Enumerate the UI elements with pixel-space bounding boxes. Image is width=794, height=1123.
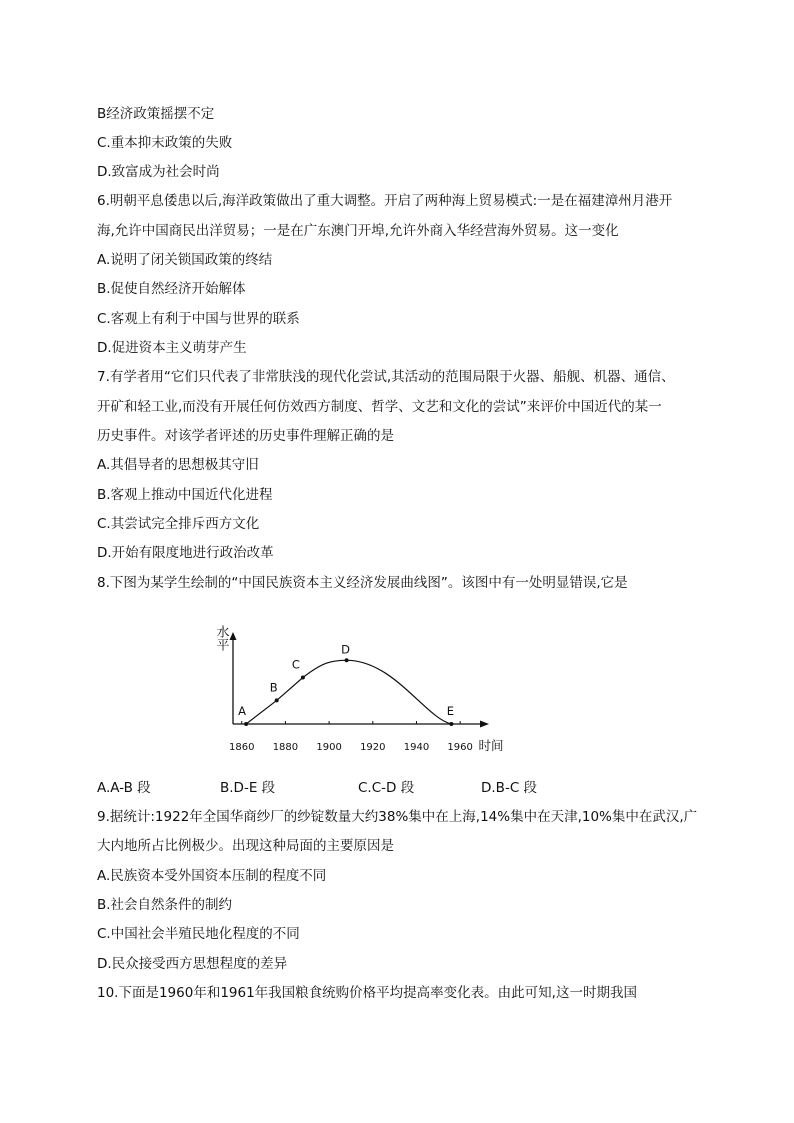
x-tick-label: 1900 xyxy=(316,742,342,753)
y-axis-label: 水平 xyxy=(213,625,229,651)
option-line: B.客观上推动中国近代化进程 xyxy=(97,487,273,503)
answer-option-b: B.D-E 段 xyxy=(220,780,276,796)
point-label-d: D xyxy=(341,642,351,657)
question-line: 10.下面是1960年和1961年我国粮食统购价格平均提高率变化表。由此可知,这一时期我国 xyxy=(97,985,637,1001)
x-axis-label: 时间 xyxy=(478,738,504,753)
option-line: D.致富成为社会时尚 xyxy=(97,164,220,180)
x-tick-label: 1960 xyxy=(447,742,473,753)
x-axis-arrow xyxy=(480,721,489,728)
data-point-d xyxy=(345,658,349,662)
point-label-b: B xyxy=(269,680,278,695)
data-point-b xyxy=(275,698,279,702)
point-label-a: A xyxy=(238,704,247,718)
option-line: D.开始有限度地进行政治改革 xyxy=(97,545,274,561)
data-point-a xyxy=(244,722,248,726)
option-line: D.民众接受西方思想程度的差异 xyxy=(97,956,288,972)
option-line: C.客观上有利于中国与世界的联系 xyxy=(97,311,300,327)
development-curve-chart xyxy=(200,624,504,759)
option-line: D.促进资本主义萌芽产生 xyxy=(97,340,247,356)
question-line: 7.有学者用“它们只代表了非常肤浅的现代化尝试,其活动的范围局限于火器、船舰、机器、通信、 xyxy=(97,369,675,385)
option-line: C.中国社会半殖民地化程度的不同 xyxy=(97,926,300,942)
option-line: A.其倡导者的思想极其守旧 xyxy=(97,457,259,473)
option-line: B经济政策摇摆不定 xyxy=(97,106,215,122)
option-line: A.说明了闭关锁国政策的终结 xyxy=(97,252,273,268)
option-line: B.促使自然经济开始解体 xyxy=(97,281,246,297)
question-line: 开矿和轻工业,而没有开展任何仿效西方制度、哲学、文艺和文化的尝试”来评价中国近代的某一 xyxy=(97,399,662,415)
point-label-c: C xyxy=(291,657,300,672)
answer-option-a: A.A-B 段 xyxy=(97,780,151,796)
point-label-e: E xyxy=(446,704,455,718)
y-axis-arrow xyxy=(230,632,237,640)
question-line: 6.明朝平息倭患以后,海洋政策做出了重大调整。开启了两种海上贸易模式:一是在福建漳州月港开 xyxy=(97,193,673,209)
option-line: A.民族资本受外国资本压制的程度不同 xyxy=(97,868,327,884)
data-point-e xyxy=(449,722,453,726)
answer-option-c: C.C-D 段 xyxy=(358,780,415,796)
question-line: 大内地所占比例极少。出现这种局面的主要原因是 xyxy=(97,838,394,854)
x-tick-label: 1920 xyxy=(360,742,386,753)
option-line: C.重本抑末政策的失败 xyxy=(97,135,233,151)
option-line: C.其尝试完全排斥西方文化 xyxy=(97,516,260,532)
x-tick-label: 1880 xyxy=(272,742,299,753)
question-line: 历史事件。对该学者评述的历史事件理解正确的是 xyxy=(97,428,394,444)
question-line: 9.据统计:1922年全国华商纱厂的纱锭数量大约38%集中在上海,14%集中在天津,10%集中在武汉,广 xyxy=(97,809,698,825)
x-tick-label: 1860 xyxy=(229,742,255,753)
option-line: B.社会自然条件的制约 xyxy=(97,897,233,913)
answer-option-d: D.B-C 段 xyxy=(481,780,538,796)
data-point-c xyxy=(301,675,305,679)
question-line: 8.下图为某学生绘制的“中国民族资本主义经济发展曲线图”。该图中有一处明显错误,它是 xyxy=(97,575,628,591)
question-line: 海,允许中国商民出洋贸易；一是在广东澳门开埠,允许外商入华经营海外贸易。这一变化 xyxy=(97,223,619,239)
x-tick-label: 1940 xyxy=(403,742,430,753)
